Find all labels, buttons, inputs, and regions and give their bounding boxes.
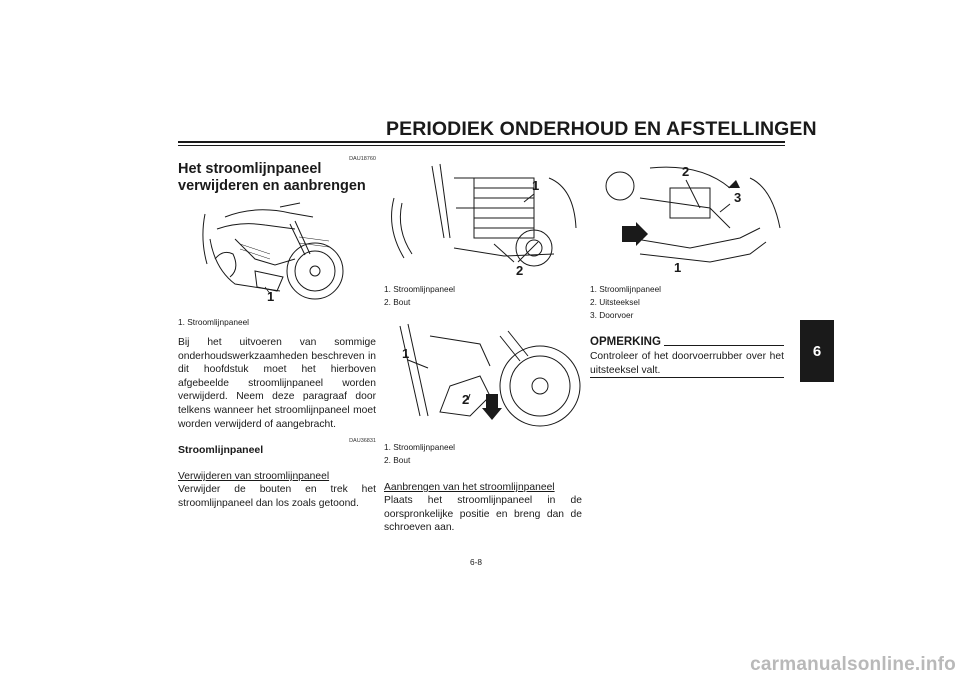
figure-grommet xyxy=(590,158,786,282)
fig3-callout-2: 2 xyxy=(682,164,690,179)
fig1-callout-1: 1 xyxy=(532,178,540,193)
section-code: DAU18760 xyxy=(349,156,376,162)
motorcycle-illustration xyxy=(195,199,360,303)
note-text: Controleer of het doorvoerrubber over het uitsteeksel valt. xyxy=(590,351,784,376)
panel-removal-illustration xyxy=(390,316,582,438)
figure-panel-removal xyxy=(390,316,582,438)
header-rule xyxy=(178,141,785,143)
fig2-caption-1: 1. Stroomlijnpaneel xyxy=(384,442,456,452)
page-number: 6-8 xyxy=(470,557,482,567)
fig3-callout-3: 3 xyxy=(734,190,742,205)
fig1-caption-1: 1. Stroomlijnpaneel xyxy=(384,284,456,294)
removal-text: Verwijder de bouten en trek het stroomlijnpaneel dan los zoals getoond. xyxy=(178,484,376,509)
fig3-caption-1: 1. Stroomlijnpaneel xyxy=(590,284,662,294)
section-heading: Het stroomlijnpaneel verwijderen en aanbrengen xyxy=(178,161,366,194)
fig3-callout-1: 1 xyxy=(674,260,682,275)
figure-engine-bolts xyxy=(384,158,580,282)
fig2-callout-2: 2 xyxy=(462,392,470,407)
install-title: Aanbrengen van het stroomlijnpaneel xyxy=(384,482,555,493)
fig2-caption-2: 2. Bout xyxy=(384,455,411,465)
figure-caption: 1. Stroomlijnpaneel xyxy=(178,317,250,327)
removal-title: Verwijderen van stroomlijnpaneel xyxy=(178,471,330,482)
subsection-heading: Stroomlijnpaneel xyxy=(178,444,264,456)
watermark: carmanualsonline.info xyxy=(750,654,956,675)
note-title: OPMERKING xyxy=(590,336,661,348)
page-header-title: PERIODIEK ONDERHOUD EN AFSTELLINGEN xyxy=(386,118,817,140)
section-code-2: DAU36831 xyxy=(349,438,376,444)
install-text: Plaats het stroomlijnpaneel in de oorspronkelijke positie en breng dan de schroeven aan. xyxy=(384,495,582,534)
fig-callout-1: 1 xyxy=(267,289,275,303)
intro-paragraph: Bij het uitvoeren van sommige onderhoudswerkzaamheden beschreven in dit hoofdstuk moet het hierboven afgebeelde stroomlijnpaneel worden verwijderd. Neem deze paragraaf door telkens wanneer het stroomlijnpaneel moet worden verwijderd of aangebracht. xyxy=(178,337,376,430)
fig1-callout-2: 2 xyxy=(516,263,524,278)
note-title-rule xyxy=(664,345,784,346)
fig3-caption-2: 2. Uitsteeksel xyxy=(590,297,640,307)
header-rule-thin xyxy=(178,145,785,146)
chapter-tab xyxy=(800,320,834,382)
figure-motorcycle-side xyxy=(195,199,360,303)
fig3-caption-3: 3. Doorvoer xyxy=(590,310,634,320)
chapter-number: 6 xyxy=(812,342,822,360)
fig1-caption-2: 2. Bout xyxy=(384,297,411,307)
engine-illustration xyxy=(384,158,580,282)
fig2-callout-1: 1 xyxy=(402,346,410,361)
note-bottom-rule xyxy=(590,377,784,378)
